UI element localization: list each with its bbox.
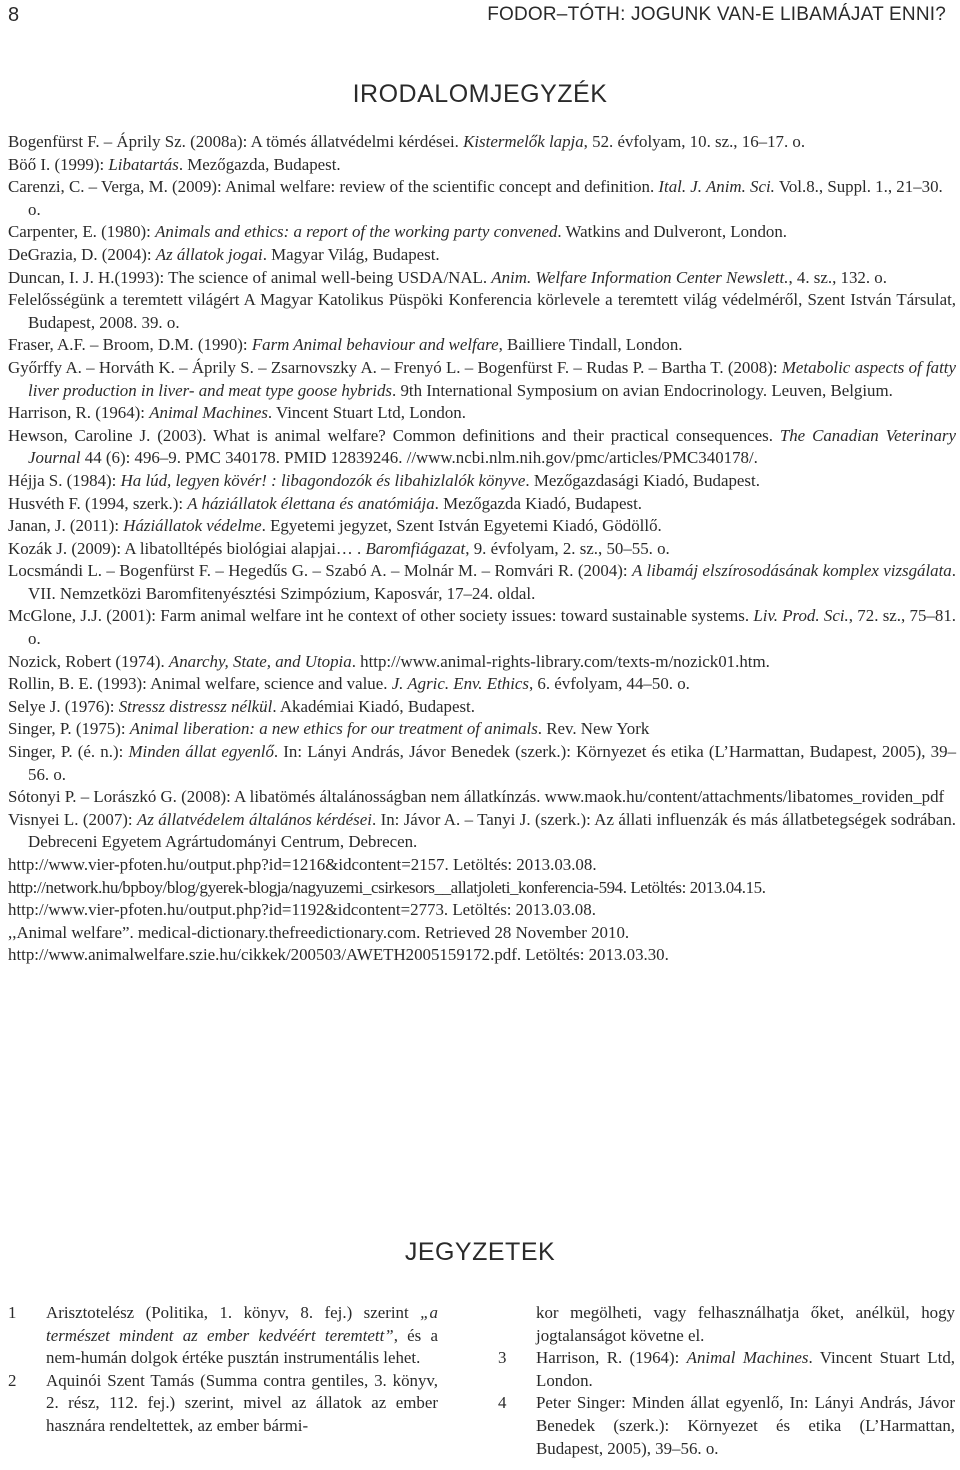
reference-item: ,,Animal welfare”. medical-dictionary.thefreedictionary.com. Retrieved 28 November 2010. <box>8 922 630 942</box>
reference-item: Fraser, A.F. – Broom, D.M. (1990): Farm Animal behaviour and welfare, Bailliere Tindall, London. <box>8 335 683 355</box>
reference-item: Visnyei L. (2007): Az állatvédelem általános kérdései. In: Jávor A. – Tanyi J. (szerk.): Az állati influenzák és más állatbetegségek sodrában. Debreceni Egyetem Agrártudományi Centrum, Debrecen. <box>8 809 956 852</box>
reference-item: Böő I. (1999): Libatartás. Mezőgazda, Budapest. <box>8 154 341 174</box>
footnote-item: 1 Arisztotelész (Politika, 1. könyv, 8. fej.) szerint „a természet mindent az ember kedvéért teremtett”, és a nem-humán dolgok értéke pusztán instrumentális lehet. <box>8 1303 438 1368</box>
reference-item: http://www.vier-pfoten.hu/output.php?id=1216&idcontent=2157. Letöltés: 2013.03.08. <box>8 855 597 874</box>
page-header <box>0 4 960 32</box>
reference-item: DeGrazia, D. (2004): Az állatok jogai. Magyar Világ, Budapest. <box>8 244 440 264</box>
reference-item: Locsmándi L. – Bogenfürst F. – Hegedűs G. – Szabó A. – Molnár M. – Romvári R. (2004): A libamáj elszírosodásának komplex vizsgálata. VII. Nemzetközi Baromfitenyésztési Szimpózium, Kaposvár, 17–24. oldal. <box>8 561 956 603</box>
reference-item: Singer, P. (1975): Animal liberation: a new ethics for our treatment of animals. Rev. New York <box>8 719 650 739</box>
notes-heading: JEGYZETEK <box>404 1238 556 1266</box>
footnote-item: 3 Harrison, R. (1964): Animal Machines. Vincent Stuart Ltd, London. <box>498 1348 955 1390</box>
notes-column-left <box>8 1302 438 1438</box>
reference-item: Héjja S. (1984): Ha lúd, legyen kövér! : libagondozók és libahizlalók könyve. Mezőgazdasági Kiadó, Budapest. <box>8 470 760 490</box>
reference-item: Rollin, B. E. (1993): Animal welfare, science and value. J. Agric. Env. Ethics, 6. évfolyam, 44–50. o. <box>8 674 690 694</box>
reference-item: Felelősségünk a teremtett világért A Magyar Katolikus Püspöki Konferencia körlevele a teremtett világ védelméről, Szent István Társulat, Budapest, 2008. 39. o. <box>8 290 956 332</box>
footnote-item: 4 Peter Singer: Minden állat egyenlő, In: Lányi András, Jávor Benedek (szerk.): Környezet és etika (L’Harmattan, Budapest, 2005), 39–56. o. <box>498 1393 955 1458</box>
footnote-item: 2 Aquinói Szent Tamás (Summa contra gentiles, 3. könyv, 2. rész, 112. fej.) szerint, mivel az állatok az ember hasznára rendeltettek, az ember bármi- <box>8 1370 438 1435</box>
reference-item: Carpenter, E. (1980): Animals and ethics: a report of the working party convened. Watkins and Dulveront, London. <box>8 222 788 242</box>
reference-item: Sótonyi P. – Lorászkó G. (2008): A libatömés általánosságban nem állatkínzás. www.maok.hu/content/attachments/libatomes_roviden_pdf <box>8 787 945 807</box>
reference-item: Bogenfürst F. – Áprily Sz. (2008a): A tömés állatvédelmi kérdései. Kistermelők lapja, 52. évfolyam, 10. sz., 16–17. o. <box>8 132 806 151</box>
reference-list <box>8 131 956 967</box>
reference-item: Husvéth F. (1994, szerk.): A háziállatok élettana és anatómiája. Mezőgazda Kiadó, Budapest. <box>8 493 642 513</box>
reference-item: http://www.vier-pfoten.hu/output.php?id=1192&idcontent=2773. Letöltés: 2013.03.08. <box>8 900 596 920</box>
reference-item: Győrffy A. – Horváth K. – Áprily S. – Zsarnovszky A. – Frenyó L. – Bogenfürst F. – Rudas P. – Bartha T. (2008): Metabolic aspects of fatty liver production in liver- and meat type goose hybrids. 9th International Symposium on avian Endocrinology. Leuven, Belgium. <box>8 357 956 400</box>
references-heading: IRODALOMJEGYZÉK <box>352 80 608 108</box>
reference-item: Hewson, Caroline J. (2003). What is animal welfare? Common definitions and their practical consequences. The Canadian Veterinary Journal 44 (6): 496–9. PMC 340178. PMID 12839246. //www.ncbi.nlm.nih.gov/pmc/articles/PMC340178/. <box>8 425 956 468</box>
reference-item: Singer, P. (é. n.): Minden állat egyenlő. In: Lányi András, Jávor Benedek (szerk.): Környezet és etika (L’Harmattan, Budapest, 2005), 39–56. o. <box>8 742 957 784</box>
reference-item: http://www.animalwelfare.szie.hu/cikkek/200503/AWETH2005159172.pdf. Letöltés: 2013.03.30. <box>8 945 669 965</box>
reference-item: Nozick, Robert (1974). Anarchy, State, and Utopia. http://www.animal-rights-library.com/texts-m/nozick01.htm. <box>8 651 770 671</box>
footnote-continuation: kor megölheti, vagy felhasználhatja őket, anélkül, hogy jogtalanságot követne el. <box>536 1303 955 1345</box>
reference-item: McGlone, J.J. (2001): Farm animal welfare int he context of other society issues: toward sustainable systems. Liv. Prod. Sci., 72. sz., 75–81. o. <box>8 606 956 649</box>
reference-item: Carenzi, C. – Verga, M. (2009): Animal welfare: review of the scientific concept and definition. Ital. J. Anim. Sci. Vol.8., Suppl. 1., 21–30. o. <box>8 177 943 219</box>
reference-item: Kozák J. (2009): A libatolltépés biológiai alapjai… . Baromfiágazat, 9. évfolyam, 2. sz., 50–55. o. <box>8 538 670 558</box>
notes-column-right <box>498 1302 955 1460</box>
reference-item: Janan, J. (2011): Háziállatok védelme. Egyetemi jegyzet, Szent István Egyetemi Kiadó, Gödöllő. <box>8 516 662 536</box>
running-title: FODOR–TÓTH: JOGUNK VAN-E LIBAMÁJAT ENNI? <box>487 4 946 25</box>
reference-item: Duncan, I. J. H.(1993): The science of animal well-being USDA/NAL. Anim. Welfare Information Center Newslett., 4. sz., 132. o. <box>8 267 887 287</box>
reference-item: http://network.hu/bpboy/blog/gyerek-blogja/nagyuzemi_csirkesors__allatjoleti_konferencia-594. Letöltés: 2013.04.15. <box>8 877 766 897</box>
reference-item: Selye J. (1976): Stressz distressz nélkül. Akadémiai Kiadó, Budapest. <box>8 696 475 716</box>
page-number: 8 <box>8 4 20 26</box>
reference-item: Harrison, R. (1964): Animal Machines. Vincent Stuart Ltd, London. <box>8 403 466 423</box>
